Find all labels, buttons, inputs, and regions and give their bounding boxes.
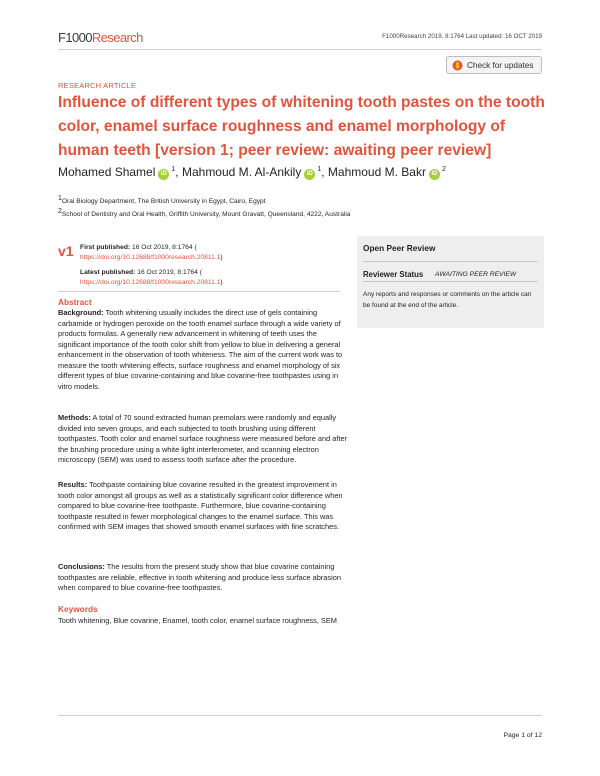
peer-review-note: Any reports and responses or comments on the article can be found at the end of the article. (363, 291, 532, 309)
abstract-conclusions (58, 562, 348, 594)
methods-label: Methods: (58, 413, 91, 422)
version-label: v1 (58, 243, 74, 259)
author-name[interactable]: Mahmoud M. Al-Ankily (181, 165, 302, 179)
first-published-date: 16 Oct 2019, 8:1764 ( (132, 244, 197, 251)
header-meta: F1000Research 2019, 8:1764 Last updated: 16 OCT 2019 (382, 33, 542, 40)
abstract-background (58, 308, 348, 392)
affiliation-text: School of Dentistry and Oral Health, Griffith University, Mount Gravatt, Queensland, 4222, Australia (61, 211, 351, 219)
latest-published-label: Latest published: (80, 269, 136, 276)
author-affil-marker: 1 (317, 166, 322, 173)
article-type: RESEARCH ARTICLE (58, 81, 137, 90)
keywords-text: Tooth whitening, Blue covarine, Enamel, tooth color, enamel surface roughness, SEM (58, 616, 337, 625)
journal-logo (58, 30, 143, 45)
reviewer-status-label: Reviewer Status (363, 270, 424, 279)
abstract-heading: Abstract (58, 297, 92, 307)
first-published (80, 243, 223, 263)
orcid-icon[interactable]: iD (158, 169, 169, 180)
author-affil-marker: 2 (441, 166, 446, 173)
conclusions-label: Conclusions: (58, 562, 105, 571)
results-label: Results: (58, 480, 88, 489)
results-text: Toothpaste containing blue covarine resulted in the greatest improvement in tooth color amongst all groups as well as a statistically significant color difference when compared to blue covarine-free toothpaste. Furthermore, blue covarine-containing toothpaste resulted in fewer morphological changes to the enamel surface. This was confirmed with SEM images that showed smooth enamel surfaces with fine scratches. (58, 480, 343, 531)
orcid-icon[interactable]: iD (304, 169, 315, 180)
affiliation-text: Oral Biology Department, The British University in Egypt, Cairo, Egypt (61, 198, 266, 206)
first-published-doi-link[interactable]: https://doi.org/10.12688/f1000research.20811.1 (80, 254, 221, 261)
methods-text: A total of 70 sound extracted human premolars were randomly and equally divided into seven groups, and each subjected to tooth brushing using different toothpastes. Tooth color and enamel surface roughness were measured before and after the brushing procedure using a white light interferometer, and scanning electron microscopy (SEM) was used to assess tooth surface after the procedure. (58, 413, 348, 464)
check-updates-label: Check for updates (467, 60, 534, 70)
logo-prefix: F1000 (58, 30, 92, 45)
panel-divider (363, 281, 538, 282)
author-list: Mohamed Shamel $iD^1$, Mahmoud M. Al-Ankily $iD^1$, Mahmoud M. Bakr $iD^2$ (58, 165, 446, 179)
peer-review-heading: Open Peer Review (363, 243, 436, 253)
page-number: Page 1 of 12 (503, 732, 542, 739)
check-for-updates-button[interactable] (446, 56, 542, 74)
author-affil-marker: 1 (171, 166, 176, 173)
latest-published-date: 16 Oct 2019, 8:1764 ( (137, 269, 202, 276)
author-name[interactable]: Mohamed Shamel (58, 165, 156, 179)
keywords-heading: Keywords (58, 604, 98, 614)
version-divider (58, 291, 340, 292)
conclusions-text: The results from the present study show that blue covarine containing toothpastes are reliable, effective in tooth whitening and produce less surface abrasion when compared to blue covarine-free toothpastes. (58, 562, 341, 592)
affiliation (58, 208, 350, 218)
abstract-results (58, 480, 348, 533)
reviewer-status-value: AWAITING PEER REVIEW (435, 271, 517, 278)
first-published-label: First published: (80, 244, 131, 251)
panel-divider (363, 261, 538, 262)
affiliation-number: 1 (58, 195, 62, 202)
first-published-close: ) (220, 254, 223, 261)
orcid-icon[interactable]: iD (429, 169, 440, 180)
latest-published-close: ) (220, 279, 223, 286)
footer-divider (58, 715, 542, 716)
background-label: Background: (58, 308, 104, 317)
background-text: Tooth whitening usually includes the direct use of gels containing carbamide or hydrogen peroxide on the tooth enamel surface through a wide variety of products formulas. A generally new advancement in whitening of teeth uses the significant importance of the tooth color shift from yellow to blue in delivering a general enhancement in the observation of tooth whiteness. The aim of the current work was to measure the tooth whitening effects, surface roughness and enamel morphology of six different types of blue covarine-containing and blue covarine-free toothpastes using in vitro models. (58, 308, 343, 391)
affiliation (58, 195, 266, 205)
affiliation-number: 2 (58, 208, 62, 215)
latest-published (80, 268, 223, 288)
logo-suffix: Research (91, 30, 143, 45)
author-name[interactable]: Mahmoud M. Bakr (327, 165, 426, 179)
article-title: Influence of different types of whitening tooth pastes on the tooth color, enamel surface roughness and enamel morphology of human teeth [version 1; peer review: awaiting peer review] (58, 94, 545, 159)
latest-published-doi-link[interactable]: https://doi.org/10.12688/f1000research.20811.1 (80, 279, 221, 286)
check-updates-icon (452, 60, 463, 71)
header-divider (58, 49, 542, 50)
abstract-methods (58, 413, 348, 466)
